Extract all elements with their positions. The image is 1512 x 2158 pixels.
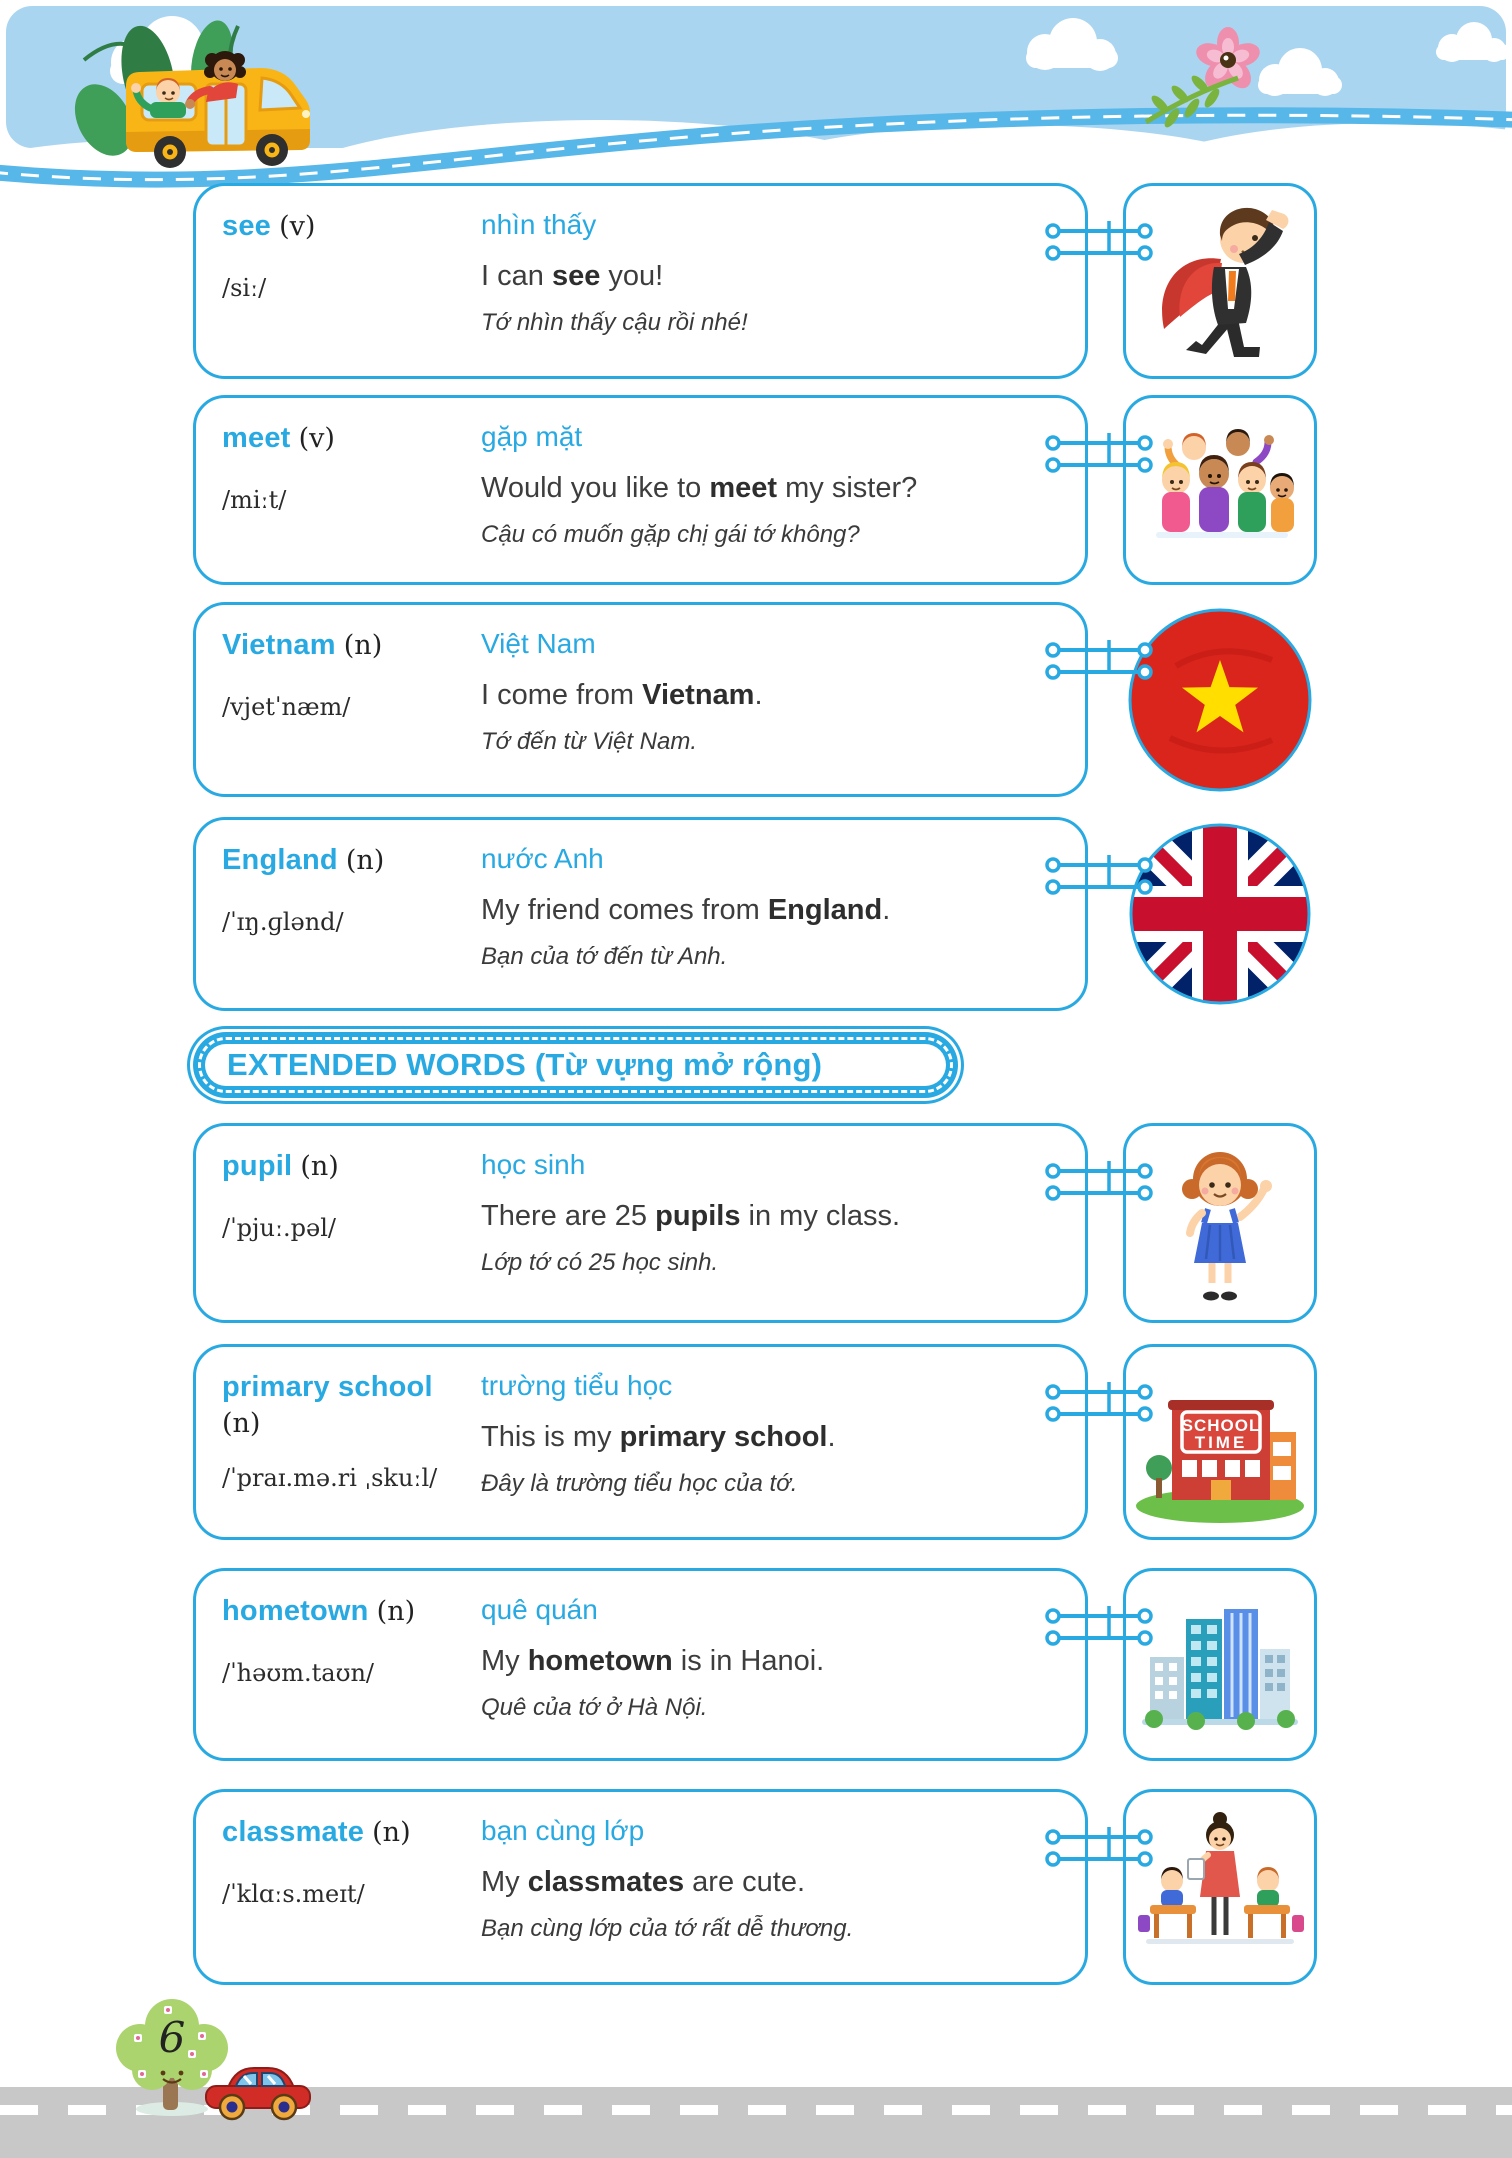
illustration-box [1123,183,1317,379]
uk-flag-icon [1126,820,1314,1008]
word: meet [222,422,291,454]
vocab-row-see [193,183,1317,379]
part-of-speech: (n) [300,1151,339,1182]
definition-column [477,420,1059,564]
word-column [222,1593,477,1740]
illustration-box [1123,1568,1317,1761]
vocab-card [193,1568,1088,1761]
section-title: EXTENDED WORDS (Từ vựng mở rộng) [227,1047,823,1082]
header-decoration [0,0,1512,200]
example-translation: Tớ đến từ Việt Nam. [481,728,698,756]
word: hometown [222,1595,369,1627]
part-of-speech: (n) [222,1408,261,1440]
vocab-row-england [193,817,1317,1011]
vocab-card [193,183,1088,379]
part-of-speech: (n) [372,1817,411,1848]
meaning: Việt Nam [481,628,596,659]
part-of-speech: (n) [376,1596,416,1627]
illustration-box [1123,1344,1317,1540]
example-translation: Cậu có muốn gặp chị gái tớ không? [481,521,860,549]
vocab-card [193,1789,1088,1985]
definition-column [477,1593,1059,1740]
man-looking-into-distance-icon [1126,187,1314,375]
vocab-card [193,817,1088,1011]
connector-plug-icon [1043,1159,1155,1207]
definition-column [477,1814,1059,1964]
meaning: trường tiểu học [481,1370,673,1401]
example-sentence: Would you like to meet my sister? [481,471,918,504]
vietnam-flag-icon [1126,606,1314,794]
meaning: quê quán [481,1594,598,1625]
word-column [222,1369,477,1519]
svg-text:TIME: TIME [1194,1433,1248,1452]
example-sentence: I come from Vietnam. [481,678,763,711]
part-of-speech: (n) [343,630,383,661]
word-column [222,1814,477,1964]
phonetic: /ˈɪŋ.ɡlənd/ [222,908,344,937]
vocab-row-primary-school [193,1344,1317,1540]
part-of-speech: (n) [345,845,385,876]
vocab-row-pupil [193,1123,1317,1323]
vocab-row-hometown [193,1568,1317,1761]
definition-column [477,208,1059,358]
connector-plug-icon [1043,853,1155,901]
word-column [222,627,477,776]
phonetic: /ˈpraɪ.mə.ri ˌskuːl/ [222,1463,438,1492]
connector-plug-icon [1043,219,1155,267]
connector-plug-icon [1043,1604,1155,1652]
illustration-box [1123,1123,1317,1323]
svg-text:SCHOOL: SCHOOL [1181,1416,1261,1435]
section-header-pill [193,1032,958,1098]
classroom-icon [1126,1793,1314,1981]
example-translation: Tớ nhìn thấy cậu rồi nhé! [481,309,748,337]
vocab-row-meet [193,395,1317,585]
illustration-box [1123,602,1317,797]
word: Vietnam [222,629,336,661]
phonetic: /miːt/ [222,486,287,515]
word: see [222,210,271,242]
page-number: 6 [158,2013,186,2062]
connector-plug-icon [1043,1825,1155,1873]
example-translation: Lớp tớ có 25 học sinh. [481,1249,719,1277]
example-sentence: This is my primary school. [481,1420,836,1453]
section-header-inner [205,1044,946,1086]
meaning: học sinh [481,1149,586,1180]
example-sentence: There are 25 pupils in my class. [481,1199,901,1232]
connector-plug-icon [1043,1380,1155,1428]
definition-column [477,1148,1059,1302]
city-buildings-icon [1126,1571,1314,1759]
word: England [222,844,338,876]
phonetic: /siː/ [222,274,267,303]
vocab-card [193,602,1088,797]
phonetic: /ˈpjuː.pəl/ [222,1214,336,1243]
example-sentence: My friend comes from England. [481,893,891,926]
meaning: nước Anh [481,843,604,874]
vocab-card [193,395,1088,585]
illustration-box [1123,817,1317,1011]
vocab-card [193,1344,1088,1540]
word-column [222,842,477,990]
word-column [222,208,477,358]
word: classmate [222,1816,365,1848]
word-column [222,420,477,564]
part-of-speech: (v) [298,423,335,454]
vocab-row-classmate [193,1789,1317,1985]
illustration-box [1123,1789,1317,1985]
definition-column [477,627,1059,776]
example-sentence: I can see you! [481,259,664,292]
schoolgirl-icon [1126,1129,1314,1317]
part-of-speech: (v) [279,211,316,242]
meaning: nhìn thấy [481,209,597,240]
connector-plug-icon [1043,638,1155,686]
example-translation: Bạn của tớ đến từ Anh. [481,943,728,971]
footer-decoration [0,1988,1512,2158]
illustration-box [1123,395,1317,585]
school-building-icon [1126,1348,1314,1536]
word: pupil [222,1150,293,1182]
example-sentence: My classmates are cute. [481,1865,806,1898]
example-translation: Quê của tớ ở Hà Nội. [481,1694,708,1722]
phonetic: /ˈklɑːs.meɪt/ [222,1880,365,1909]
word: primary school [222,1371,433,1403]
connector-plug-icon [1043,431,1155,479]
definition-column [477,1369,1059,1519]
phonetic: /vjetˈnæm/ [222,693,351,722]
example-sentence: My hometown is in Hanoi. [481,1644,825,1677]
example-translation: Đây là trường tiểu học của tớ. [481,1470,798,1498]
definition-column [477,842,1059,990]
children-group-icon [1126,396,1314,584]
vocab-row-vietnam [193,602,1317,797]
word-column [222,1148,477,1302]
meaning: gặp mặt [481,421,583,452]
example-translation: Bạn cùng lớp của tớ rất dễ thương. [481,1915,854,1943]
meaning: bạn cùng lớp [481,1815,645,1846]
vocab-card [193,1123,1088,1323]
phonetic: /ˈhəʊm.taʊn/ [222,1659,374,1688]
